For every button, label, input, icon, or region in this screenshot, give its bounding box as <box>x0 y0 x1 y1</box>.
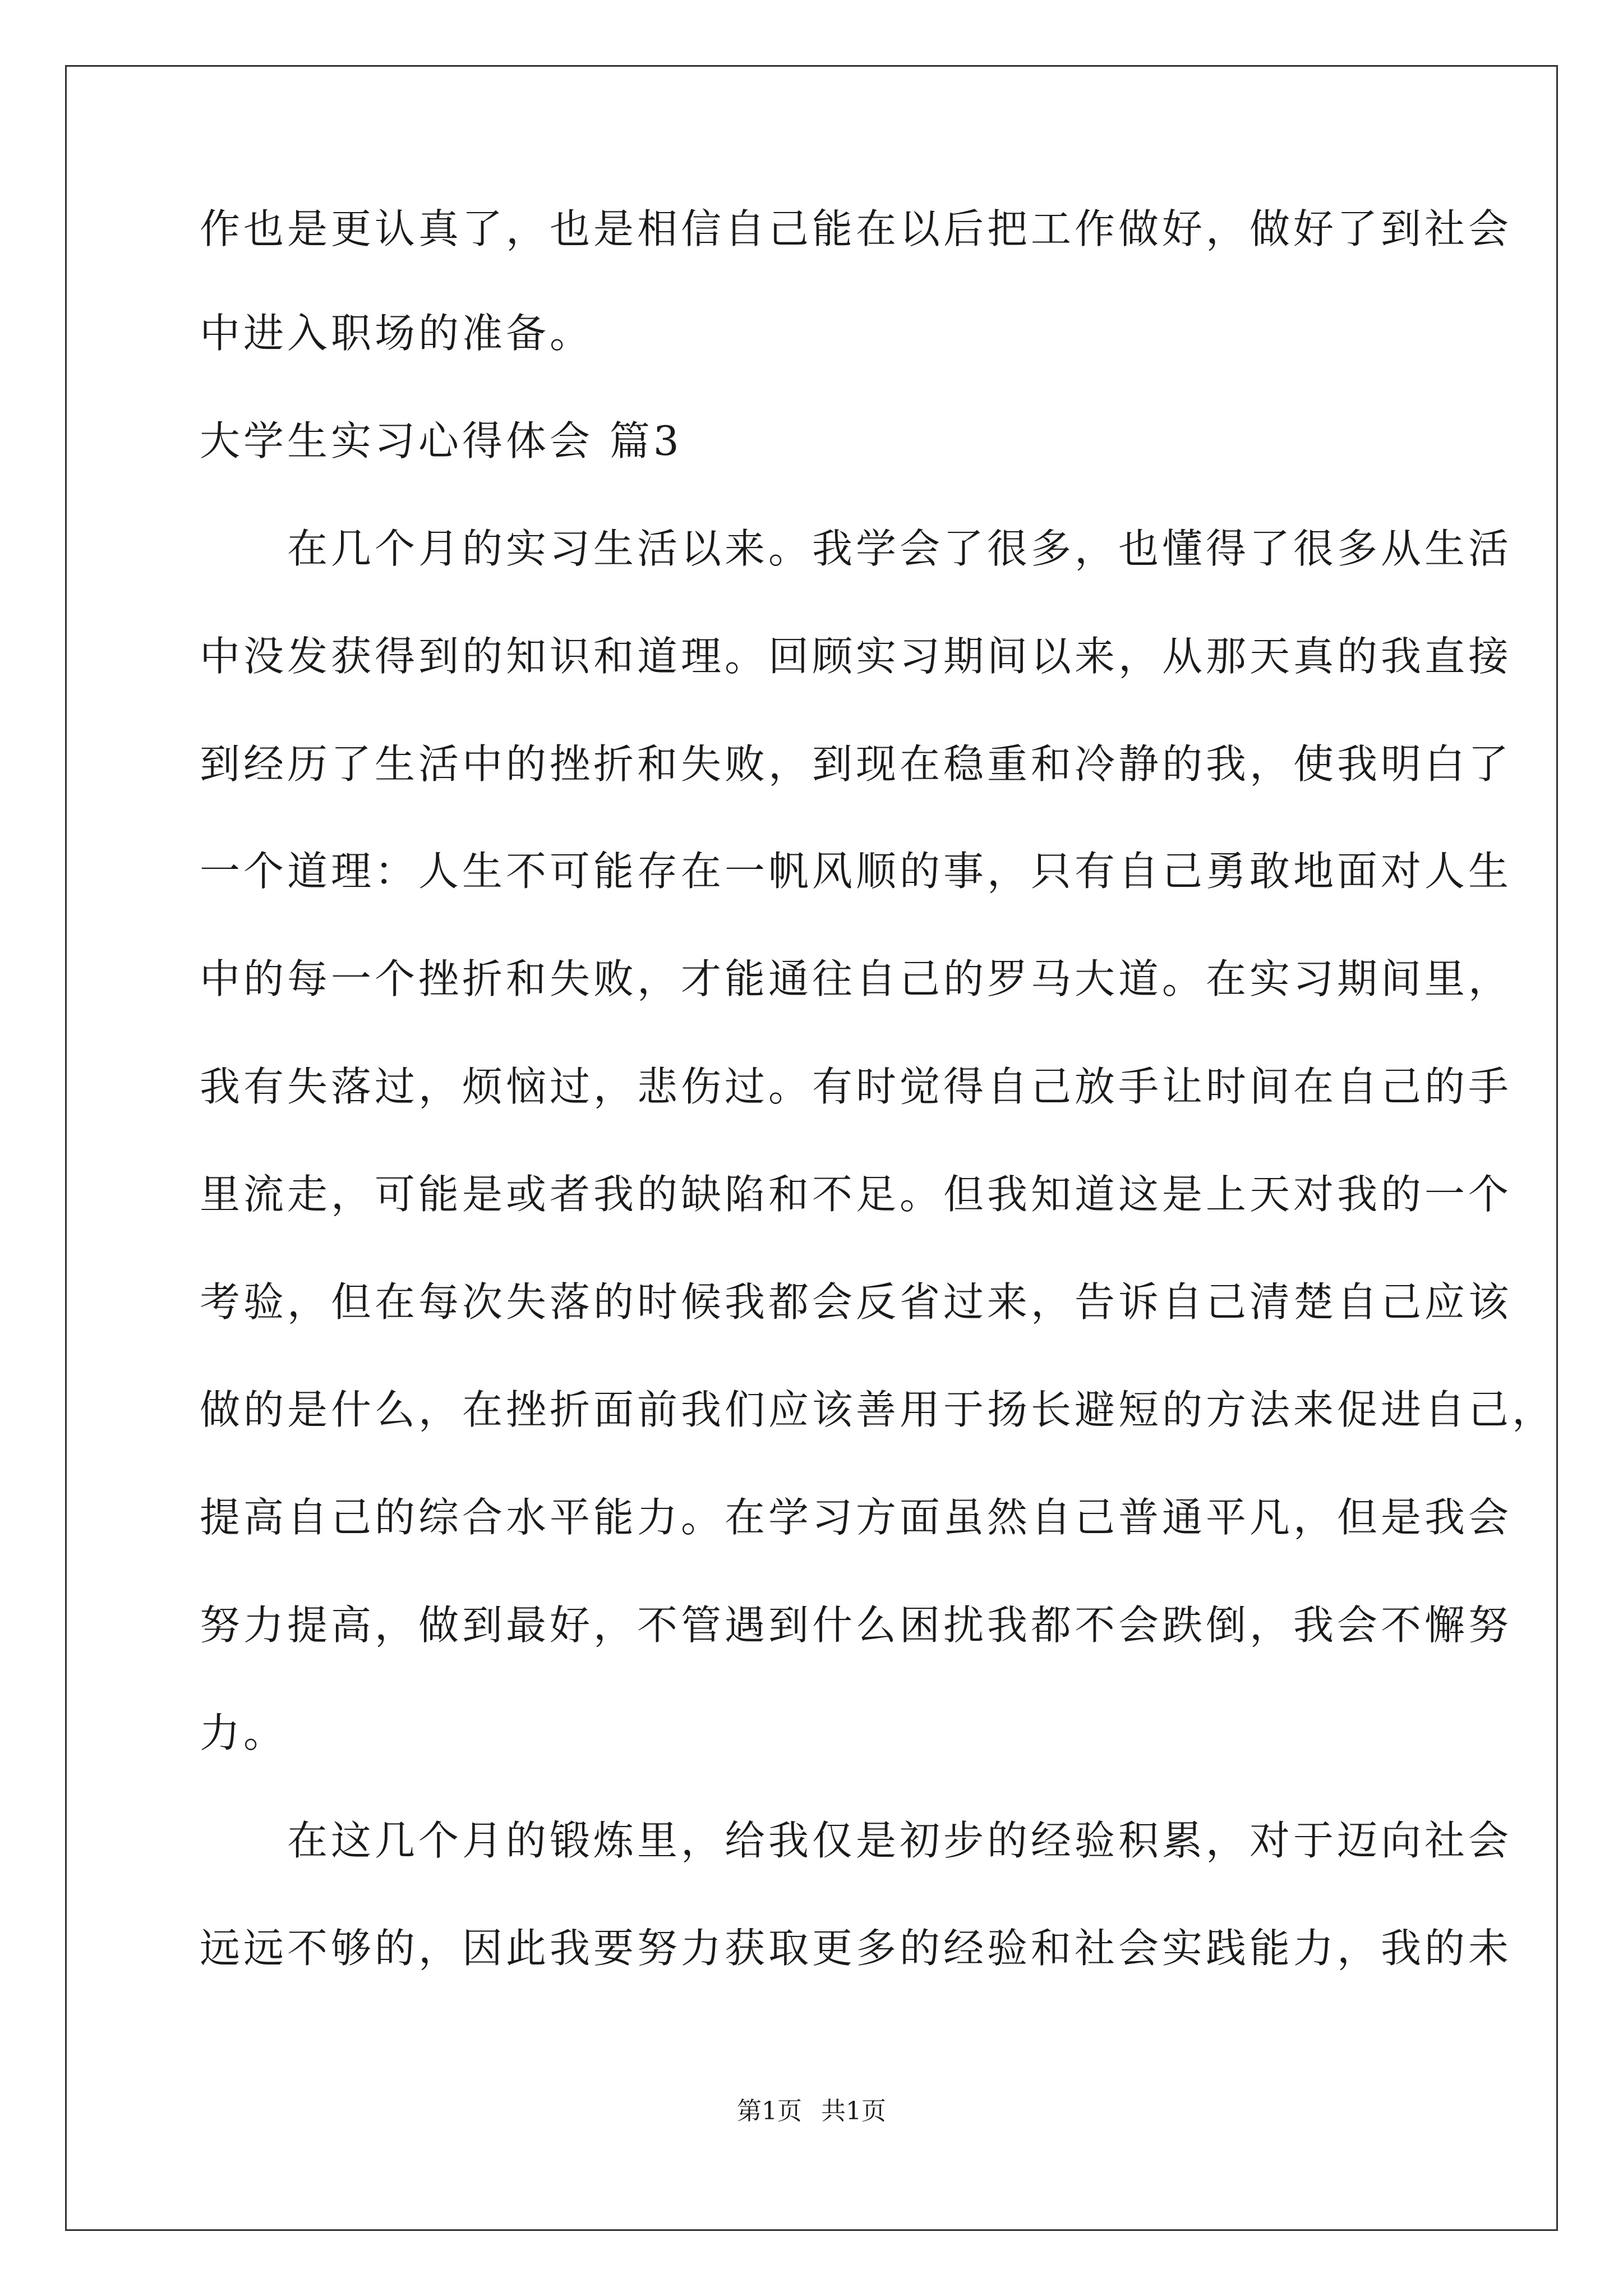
section-heading: 大学生实习心得体会 篇3 <box>200 417 683 464</box>
text-line: 考验，但在每次失落的时候我都会反省过来，告诉自己清楚自己应该 <box>200 1278 1513 1326</box>
text-line: 一个道理：人生不可能存在一帆风顺的事，只有自己勇敢地面对人生 <box>200 848 1513 895</box>
text-line: 努力提高，做到最好，不管遇到什么困扰我都不会跌倒，我会不懈努 <box>200 1602 1513 1649</box>
text-line: 中没发获得到的知识和道理。回顾实习期间以来，从那天真的我直接 <box>200 633 1513 680</box>
text-line: 提高自己的综合水平能力。在学习方面虽然自己普通平凡，但是我会 <box>200 1494 1513 1541</box>
text-line: 里流走，可能是或者我的缺陷和不足。但我知道这是上天对我的一个 <box>200 1171 1513 1218</box>
text-line: 到经历了生活中的挫折和失败，到现在稳重和冷静的我，使我明白了 <box>200 740 1513 788</box>
text-line: 在几个月的实习生活以来。我学会了很多，也懂得了很多从生活 <box>200 525 1513 572</box>
text-line: 远远不够的，因此我要努力获取更多的经验和社会实践能力，我的未 <box>200 1925 1513 1972</box>
text-line: 作也是更认真了，也是相信自己能在以后把工作做好，做好了到社会 <box>200 205 1513 252</box>
text-line: 做的是什么，在挫折面前我们应该善用于扬长避短的方法来促进自己， <box>200 1386 1556 1433</box>
page-footer <box>0 2095 1623 2128</box>
text-line: 在这几个月的锻炼里，给我仅是初步的经验积累，对于迈向社会 <box>200 1817 1513 1864</box>
text-line: 力。 <box>200 1709 288 1756</box>
page-total: 共1页 <box>821 2097 886 2125</box>
text-line: 中的每一个挫折和失败，才能通往自己的罗马大道。在实习期间里， <box>200 955 1513 1002</box>
page-border <box>65 65 1558 2231</box>
page-number: 第1页 <box>737 2097 802 2125</box>
text-line: 中进入职场的准备。 <box>200 310 594 357</box>
text-line: 我有失落过，烦恼过，悲伤过。有时觉得自己放手让时间在自己的手 <box>200 1063 1513 1110</box>
